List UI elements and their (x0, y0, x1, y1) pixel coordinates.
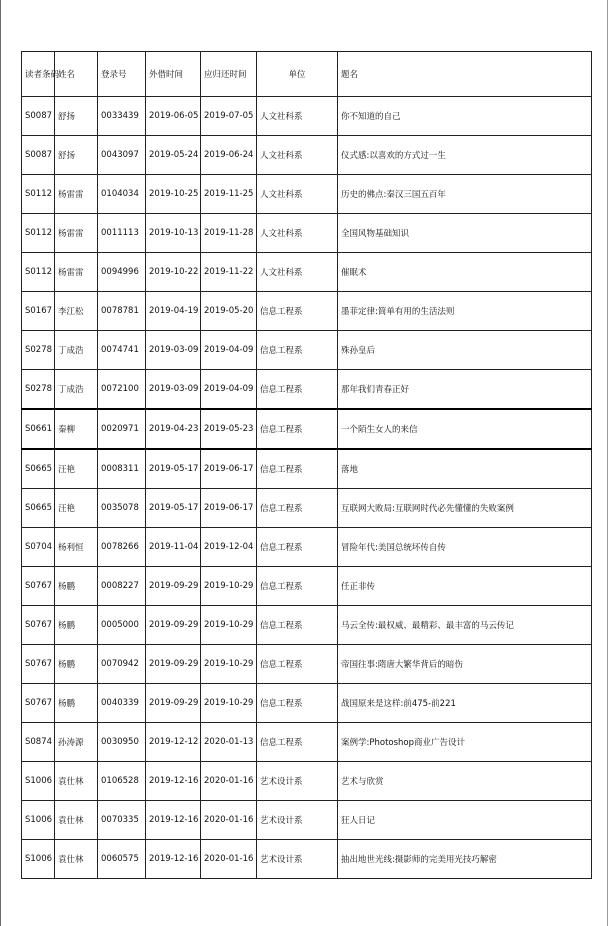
cell-accession-number: 0078266 (98, 528, 146, 567)
cell-checkout-date: 2019-05-17 (146, 489, 201, 528)
table-row (22, 762, 592, 801)
cell-checkout-date: 2019-03-09 (146, 331, 201, 370)
cell-due-date: 2019-05-23 (201, 409, 257, 449)
cell-checkout-date: 2019-09-29 (146, 684, 201, 723)
header-checkout-date: 外借时间 (146, 52, 201, 97)
table-header-row (22, 52, 592, 97)
table-row (22, 684, 592, 723)
table-row (22, 409, 592, 449)
header-title: 题名 (338, 52, 592, 97)
cell-checkout-date: 2019-05-24 (146, 136, 201, 175)
cell-checkout-date: 2019-12-12 (146, 723, 201, 762)
cell-reader-barcode: S0278 (22, 331, 55, 370)
cell-name: 袁仕林 (55, 840, 98, 879)
page-edge (607, 0, 608, 926)
cell-name: 丁成浩 (55, 331, 98, 370)
cell-checkout-date: 2019-10-13 (146, 214, 201, 253)
header-name: 姓名 (55, 52, 98, 97)
cell-due-date: 2019-11-22 (201, 253, 257, 292)
cell-name: 汪艳 (55, 449, 98, 489)
cell-due-date: 2019-06-24 (201, 136, 257, 175)
cell-reader-barcode: S0661 (22, 409, 55, 449)
cell-title: 历史的佛点:秦汉三国五百年 (338, 175, 592, 214)
cell-due-date: 2019-12-04 (201, 528, 257, 567)
cell-department: 人文社科系 (257, 175, 338, 214)
header-reader-barcode: 读者条码 (22, 52, 55, 97)
cell-reader-barcode: S0087 (22, 136, 55, 175)
cell-name: 汪艳 (55, 489, 98, 528)
cell-checkout-date: 2019-05-17 (146, 449, 201, 489)
cell-checkout-date: 2019-12-16 (146, 762, 201, 801)
cell-accession-number: 0094996 (98, 253, 146, 292)
cell-checkout-date: 2019-11-04 (146, 528, 201, 567)
table-row (22, 253, 592, 292)
cell-accession-number: 0060575 (98, 840, 146, 879)
cell-accession-number: 0030950 (98, 723, 146, 762)
cell-due-date: 2019-05-20 (201, 292, 257, 331)
cell-due-date: 2019-06-17 (201, 489, 257, 528)
cell-due-date: 2019-10-29 (201, 567, 257, 606)
cell-name: 杨鹏 (55, 606, 98, 645)
table-row (22, 331, 592, 370)
cell-accession-number: 0074741 (98, 331, 146, 370)
cell-title: 案例学:Photoshop商业广告设计 (338, 723, 592, 762)
cell-name: 杨雷雷 (55, 214, 98, 253)
cell-reader-barcode: S0665 (22, 449, 55, 489)
loan-records-table (21, 51, 592, 879)
table-row (22, 489, 592, 528)
table-row (22, 840, 592, 879)
cell-name: 袁仕林 (55, 762, 98, 801)
cell-accession-number: 0104034 (98, 175, 146, 214)
cell-department: 信息工程系 (257, 292, 338, 331)
cell-due-date: 2020-01-16 (201, 840, 257, 879)
cell-reader-barcode: S0767 (22, 684, 55, 723)
cell-name: 袁仕林 (55, 801, 98, 840)
cell-department: 艺术设计系 (257, 801, 338, 840)
cell-reader-barcode: S1006 (22, 801, 55, 840)
cell-name: 杨鹏 (55, 567, 98, 606)
cell-reader-barcode: S1006 (22, 762, 55, 801)
cell-reader-barcode: S0112 (22, 253, 55, 292)
cell-checkout-date: 2019-03-09 (146, 370, 201, 410)
cell-checkout-date: 2019-09-29 (146, 606, 201, 645)
cell-department: 信息工程系 (257, 567, 338, 606)
table-row (22, 528, 592, 567)
cell-accession-number: 0043097 (98, 136, 146, 175)
cell-reader-barcode: S0278 (22, 370, 55, 410)
cell-department: 信息工程系 (257, 684, 338, 723)
cell-accession-number: 0070335 (98, 801, 146, 840)
cell-title: 你不知道的自己 (338, 97, 592, 136)
cell-title: 帝国往事:隋唐大繁华背后的暗伤 (338, 645, 592, 684)
cell-title: 狂人日记 (338, 801, 592, 840)
cell-accession-number: 0106528 (98, 762, 146, 801)
cell-due-date: 2019-11-25 (201, 175, 257, 214)
cell-checkout-date: 2019-06-05 (146, 97, 201, 136)
cell-department: 信息工程系 (257, 489, 338, 528)
cell-title: 冒险年代:美国总统坏传自传 (338, 528, 592, 567)
table-row (22, 606, 592, 645)
cell-title: 全国风物基础知识 (338, 214, 592, 253)
cell-department: 信息工程系 (257, 606, 338, 645)
cell-department: 人文社科系 (257, 97, 338, 136)
cell-name: 杨雷雷 (55, 175, 98, 214)
cell-department: 信息工程系 (257, 331, 338, 370)
cell-due-date: 2019-04-09 (201, 331, 257, 370)
cell-due-date: 2019-06-17 (201, 449, 257, 489)
cell-reader-barcode: S0112 (22, 214, 55, 253)
table-row (22, 214, 592, 253)
cell-department: 信息工程系 (257, 409, 338, 449)
cell-reader-barcode: S0767 (22, 645, 55, 684)
cell-title: 落地 (338, 449, 592, 489)
cell-reader-barcode: S0112 (22, 175, 55, 214)
cell-due-date: 2019-07-05 (201, 97, 257, 136)
cell-name: 舒扬 (55, 136, 98, 175)
cell-reader-barcode: S0874 (22, 723, 55, 762)
cell-title: 催眠术 (338, 253, 592, 292)
cell-name: 杨利恒 (55, 528, 98, 567)
cell-department: 艺术设计系 (257, 762, 338, 801)
cell-title: 抽出地世光线:摄影师的完美用光技巧解密 (338, 840, 592, 879)
cell-reader-barcode: S0087 (22, 97, 55, 136)
cell-title: 马云全传:最权威、最精彩、最丰富的马云传记 (338, 606, 592, 645)
cell-department: 人文社科系 (257, 136, 338, 175)
header-department: 单位 (257, 52, 338, 97)
cell-reader-barcode: S0167 (22, 292, 55, 331)
cell-department: 人文社科系 (257, 214, 338, 253)
cell-title: 殊孙皇后 (338, 331, 592, 370)
cell-checkout-date: 2019-12-16 (146, 801, 201, 840)
cell-title: 战国原来是这样:前475-前221 (338, 684, 592, 723)
cell-title: 仪式感:以喜欢的方式过一生 (338, 136, 592, 175)
cell-title: 任正非传 (338, 567, 592, 606)
cell-due-date: 2019-10-29 (201, 645, 257, 684)
cell-name: 舒扬 (55, 97, 98, 136)
table-row (22, 801, 592, 840)
cell-accession-number: 0005000 (98, 606, 146, 645)
table-row (22, 723, 592, 762)
cell-due-date: 2019-10-29 (201, 684, 257, 723)
cell-name: 杨雷雷 (55, 253, 98, 292)
table-row (22, 449, 592, 489)
table-row (22, 567, 592, 606)
table-row (22, 97, 592, 136)
cell-accession-number: 0078781 (98, 292, 146, 331)
cell-due-date: 2019-04-09 (201, 370, 257, 410)
cell-checkout-date: 2019-04-19 (146, 292, 201, 331)
cell-accession-number: 0040339 (98, 684, 146, 723)
cell-title: 那年我们青春正好 (338, 370, 592, 410)
cell-due-date: 2020-01-16 (201, 801, 257, 840)
cell-reader-barcode: S1006 (22, 840, 55, 879)
cell-name: 秦柳 (55, 409, 98, 449)
table-row (22, 175, 592, 214)
cell-checkout-date: 2019-10-25 (146, 175, 201, 214)
cell-due-date: 2019-10-29 (201, 606, 257, 645)
cell-name: 孙涛源 (55, 723, 98, 762)
cell-reader-barcode: S0767 (22, 567, 55, 606)
cell-accession-number: 0008311 (98, 449, 146, 489)
cell-checkout-date: 2019-10-22 (146, 253, 201, 292)
table-row (22, 645, 592, 684)
cell-reader-barcode: S0665 (22, 489, 55, 528)
cell-accession-number: 0011113 (98, 214, 146, 253)
cell-title: 墨菲定律:简单有用的生活法则 (338, 292, 592, 331)
header-accession-number: 登录号 (98, 52, 146, 97)
table-row (22, 370, 592, 410)
cell-department: 信息工程系 (257, 370, 338, 410)
cell-department: 信息工程系 (257, 449, 338, 489)
cell-name: 李江松 (55, 292, 98, 331)
cell-accession-number: 0072100 (98, 370, 146, 410)
cell-department: 信息工程系 (257, 528, 338, 567)
table-row (22, 136, 592, 175)
cell-checkout-date: 2019-09-29 (146, 645, 201, 684)
cell-reader-barcode: S0767 (22, 606, 55, 645)
cell-accession-number: 0008227 (98, 567, 146, 606)
cell-name: 杨鹏 (55, 645, 98, 684)
cell-accession-number: 0033439 (98, 97, 146, 136)
table-row (22, 292, 592, 331)
cell-due-date: 2020-01-16 (201, 762, 257, 801)
cell-checkout-date: 2019-09-29 (146, 567, 201, 606)
cell-checkout-date: 2019-12-16 (146, 840, 201, 879)
cell-due-date: 2019-11-28 (201, 214, 257, 253)
cell-accession-number: 0070942 (98, 645, 146, 684)
cell-accession-number: 0020971 (98, 409, 146, 449)
cell-department: 信息工程系 (257, 645, 338, 684)
cell-reader-barcode: S0704 (22, 528, 55, 567)
cell-accession-number: 0035078 (98, 489, 146, 528)
header-due-date: 应归还时间 (201, 52, 257, 97)
cell-due-date: 2020-01-13 (201, 723, 257, 762)
cell-title: 互联网大败局:互联网时代必先懂懂的失败案例 (338, 489, 592, 528)
cell-title: 艺术与欣赏 (338, 762, 592, 801)
cell-department: 人文社科系 (257, 253, 338, 292)
cell-name: 丁成浩 (55, 370, 98, 410)
cell-name: 杨鹏 (55, 684, 98, 723)
cell-title: 一个陌生女人的来信 (338, 409, 592, 449)
cell-checkout-date: 2019-04-23 (146, 409, 201, 449)
cell-department: 信息工程系 (257, 723, 338, 762)
cell-department: 艺术设计系 (257, 840, 338, 879)
